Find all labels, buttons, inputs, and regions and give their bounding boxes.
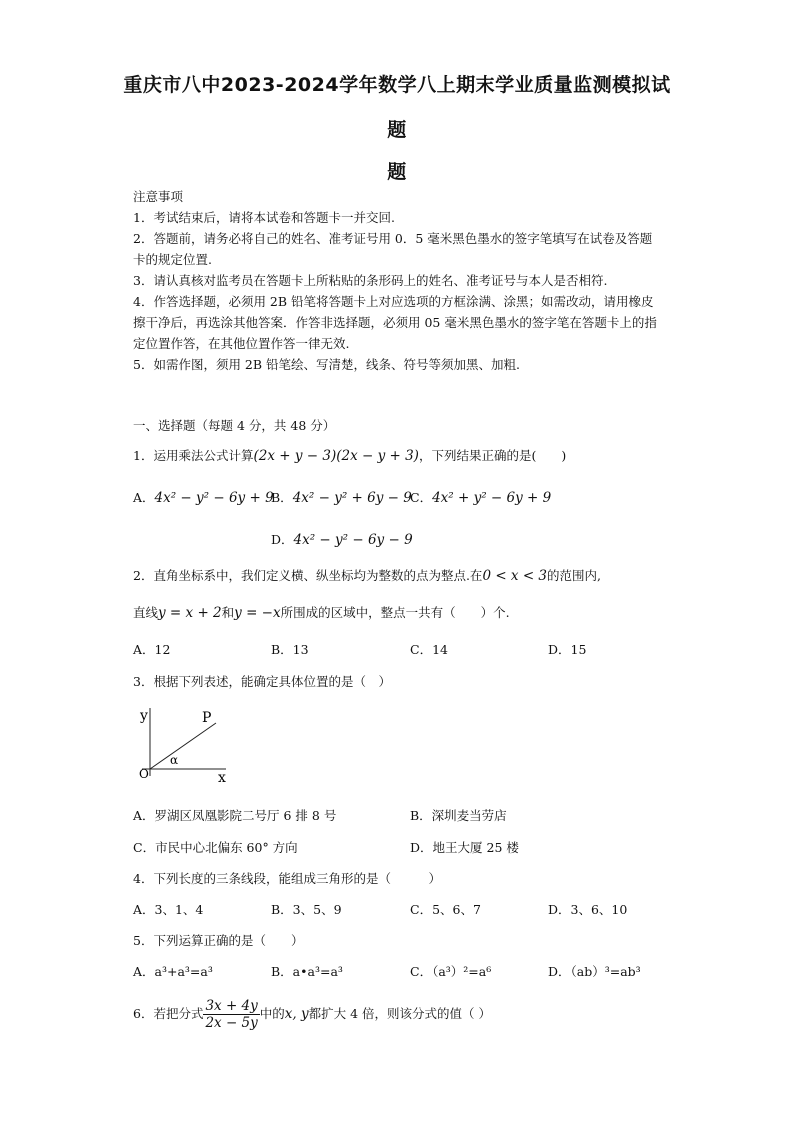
- q4-option-d: D．3、6、10: [548, 902, 628, 917]
- q2-line-2: y = −x: [234, 605, 281, 621]
- q2-option-d: D．15: [548, 642, 587, 657]
- q1-expression: (2x + y − 3)(2x − y + 3): [253, 448, 419, 464]
- note-item: 1．考试结束后，请将本试卷和答题卡一并交回.: [133, 210, 395, 225]
- q2-range: 0 < x < 3: [482, 568, 548, 584]
- note-item: 5．如需作图，须用 2B 铅笔绘、写清楚，线条、符号等须加黑、加粗.: [133, 357, 521, 372]
- q1-prefix: 1．运用乘法公式计算: [133, 448, 254, 463]
- q5-option-a: A．a³+a³=a³: [133, 964, 213, 979]
- q5-option-d: D．（ab）³=ab³: [548, 964, 641, 979]
- q6-denominator: 2x − 5y: [205, 1015, 258, 1031]
- origin-label: O: [139, 767, 149, 781]
- q5-option-b: B．a•a³=a³: [271, 964, 343, 979]
- q1-option-a: A．4x² − y² − 6y + 9: [133, 490, 274, 506]
- q1-suffix: ，下列结果正确的是( ): [418, 448, 567, 463]
- note-item: 4．作答选择题，必须用 2B 铅笔将答题卡上对应选项的方框涂满、涂黑；如需改动，请用橡皮擦干净后，再选涂其他答案．作答非选择题，必须用 05 毫米黑色墨水的签字笔在答题卡上的指定位置作答，在其他位置作答一律无效.: [133, 294, 657, 351]
- question-2-stem-line2: 直线y = x + 2和y = −x所围成的区域中，整点一共有（ ）个.: [133, 605, 510, 621]
- q2-option-a: A．12: [133, 642, 171, 657]
- x-axis-label: x: [218, 770, 226, 784]
- q4-option-a: A．3、1、4: [133, 902, 204, 917]
- q3-option-d: D．地王大厦 25 楼: [410, 840, 519, 855]
- q3-option-a: A．罗湖区凤凰影院二号厅 6 排 8 号: [133, 808, 337, 823]
- q1-option-c: C．4x² + y² − 6y + 9: [410, 490, 552, 506]
- question-1-stem: [133, 446, 566, 464]
- question-3-stem: 3．根据下列表述，能确定具体位置的是（ ）: [133, 674, 391, 689]
- q1-option-d: D．4x² − y² − 6y − 9: [271, 532, 413, 548]
- question-4-stem: 4．下列长度的三条线段，能组成三角形的是（ ）: [133, 871, 441, 886]
- ray-op: [150, 723, 216, 769]
- notes-heading: 注意事项: [133, 189, 184, 204]
- q2-option-c: C．14: [410, 642, 448, 657]
- question-5-stem: 5．下列运算正确的是（ ）: [133, 933, 304, 948]
- y-axis-label: y: [140, 708, 148, 724]
- note-item: 3．请认真核对监考员在答题卡上所粘贴的条形码上的姓名、准考证号与本人是否相符.: [133, 273, 608, 288]
- q5-option-c: C．（a³）²=a⁶: [410, 964, 492, 979]
- q3-option-c: C．市民中心北偏东 60° 方向: [133, 840, 298, 855]
- q2-line-1: y = x + 2: [158, 605, 222, 621]
- question-6-stem: 6．若把分式 $\frac{3x + 4y}{2x - 5y}$ 中的x, y都扩大 4 倍，则该分式的值（ ）: [133, 998, 491, 1031]
- q4-option-c: C．5、6、7: [410, 902, 481, 917]
- q2-option-b: B．13: [271, 642, 309, 657]
- exam-title-line2: 题: [387, 119, 407, 141]
- q6-variables: x, y: [284, 1006, 309, 1022]
- exam-title-line3: 题: [387, 161, 407, 183]
- question-2-stem-line1: 2．直角坐标系中，我们定义横、纵坐标均为整数的点为整点.在0 < x < 3的范围内,: [133, 568, 602, 584]
- coordinate-figure: [132, 702, 242, 784]
- notes-section: [133, 186, 663, 375]
- note-item: 2．答题前，请务必将自己的姓名、准考证号用 0．5 毫米黑色墨水的签字笔填写在试卷及答题卡的规定位置.: [133, 231, 653, 267]
- exam-title-line1: 重庆市八中2023-2024学年数学八上期末学业质量监测模拟试: [123, 74, 671, 96]
- point-p-label: P: [202, 710, 212, 726]
- q6-numerator: 3x + 4y: [205, 998, 258, 1014]
- section-heading: 一、选择题（每题 4 分，共 48 分）: [133, 418, 336, 433]
- q3-option-b: B．深圳麦当劳店: [410, 808, 507, 823]
- q6-fraction: [203, 998, 259, 1031]
- q4-option-b: B．3、5、9: [271, 902, 342, 917]
- q1-option-b: B．4x² − y² + 6y − 9: [271, 490, 412, 506]
- angle-alpha-label: α: [170, 753, 179, 767]
